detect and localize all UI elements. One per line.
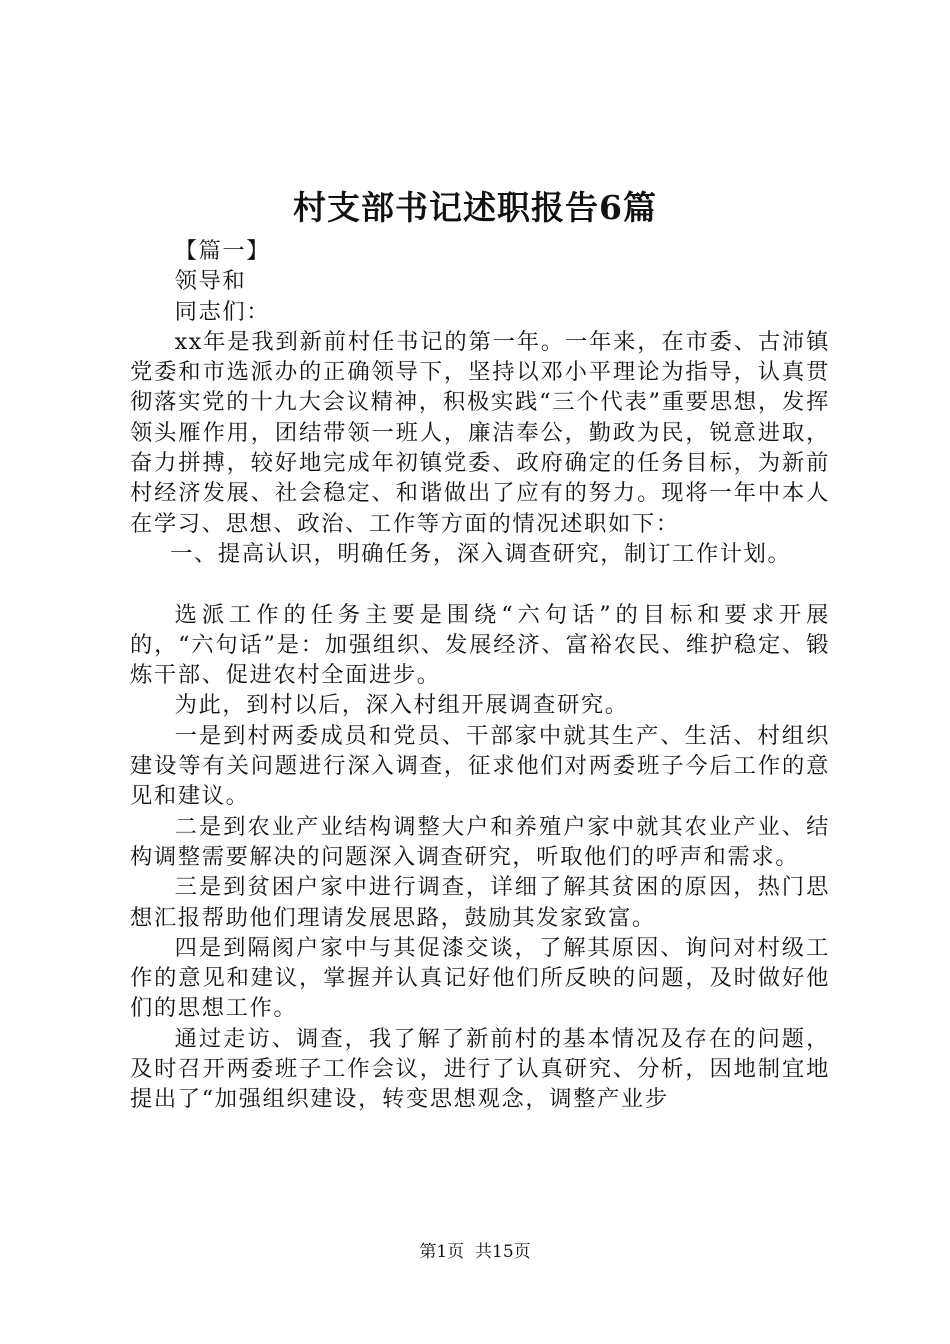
- page-total: 共15页: [475, 1242, 531, 1262]
- salutation-line-1: 领导和: [174, 268, 247, 295]
- paragraph-item-4: 四是到隔阂户家中与其促漆交谈，了解其原因、询问对村级工作的意见和建议，掌握并认真记好他们所反映的问题，及时做好他们的思想工作。: [130, 934, 830, 1022]
- document-body: [130, 236, 830, 1115]
- paragraph-summary: 通过走访、调查，我了解了新前村的基本情况及存在的问题，及时召开两委班子工作会议，进行了认真研究、分析，因地制宜地提出了“加强组织建设，转变思想观念，调整产业步: [130, 1025, 830, 1113]
- paragraph-item-1: 一是到村两委成员和党员、干部家中就其生产、生活、村组织建设等有关问题进行深入调查，征求他们对两委班子今后工作的意见和建议。: [130, 722, 830, 810]
- section-heading-1: 一、提高认识，明确任务，深入调查研究，制订工作计划。: [170, 540, 792, 567]
- blank-line: [130, 569, 830, 599]
- document-title: 村支部书记述职报告6篇: [293, 188, 657, 227]
- paragraph-research: 为此，到村以后，深入村组开展调查研究。: [174, 692, 629, 719]
- page-number: 第1页: [419, 1242, 465, 1262]
- paragraph-item-2: 二是到农业产业结构调整大户和养殖户家中就其农业产业、结构调整需要解决的问题深入调查研究，听取他们的呼声和需求。: [130, 813, 830, 870]
- paragraph-item-3: 三是到贫困户家中进行调查，详细了解其贫困的原因，热门思想汇报帮助他们理请发展思路，鼓励其发家致富。: [130, 874, 830, 931]
- paragraph-six-sentences: 选派工作的任务主要是围绕“六句话”的目标和要求开展的，“六句话”是：加强组织、发展经济、富裕农民、维护稳定、锻炼干部、促进农村全面进步。: [130, 601, 830, 689]
- salutation-line-2: 同志们：: [174, 298, 271, 325]
- page-footer: [0, 1240, 950, 1264]
- section-label: 【篇一】: [174, 238, 271, 264]
- paragraph-intro: xx年是我到新前村任书记的第一年。一年来，在市委、古沛镇党委和市选派办的正确领导下，坚持以邓小平理论为指导，认真贯彻落实党的十九大会议精神，积极实践“三个代表”重要思想，发挥领头雁作用，团结带领一班人，廉洁奉公，勤政为民，锐意进取，奋力拼搏，较好地完成年初镇党委、政府确定的任务目标，为新前村经济发展、社会稳定、和谐做出了应有的努力。现将一年中本人在学习、思想、政治、工作等方面的情况述职如下：: [130, 328, 830, 537]
